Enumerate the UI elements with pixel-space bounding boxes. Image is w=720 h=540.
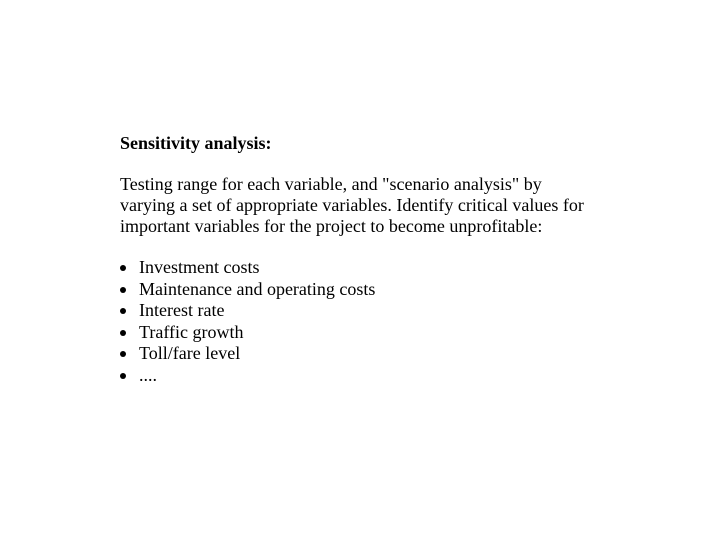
bullet-icon [120,373,126,379]
list-item [120,322,375,344]
bullet-icon [120,287,126,293]
list-item-label: Maintenance and operating costs [139,278,376,299]
list-item-label: Traffic growth [139,321,244,342]
list-item-label: Interest rate [139,300,225,321]
paragraph-line: important variables for the project to become unprofitable: [120,216,543,236]
bullet-icon [120,265,126,271]
bullet-icon [120,330,126,336]
list-item-label: Toll/fare level [139,343,241,364]
list-item [120,279,375,301]
list-item-label: Investment costs [139,257,260,277]
description-paragraph [120,174,600,237]
list-item [120,257,375,279]
slide-title: Sensitivity analysis: [120,133,272,153]
bullet-icon [120,308,126,314]
bullet-icon [120,351,126,357]
list-item-label: .... [139,364,157,385]
list-item [120,365,375,387]
variable-list [120,257,375,387]
paragraph-line: varying a set of appropriate variables. Identify critical values for [120,195,584,215]
list-item [120,300,375,322]
list-item [120,343,375,365]
paragraph-line: Testing range for each variable, and "scenario analysis" by [120,174,542,194]
